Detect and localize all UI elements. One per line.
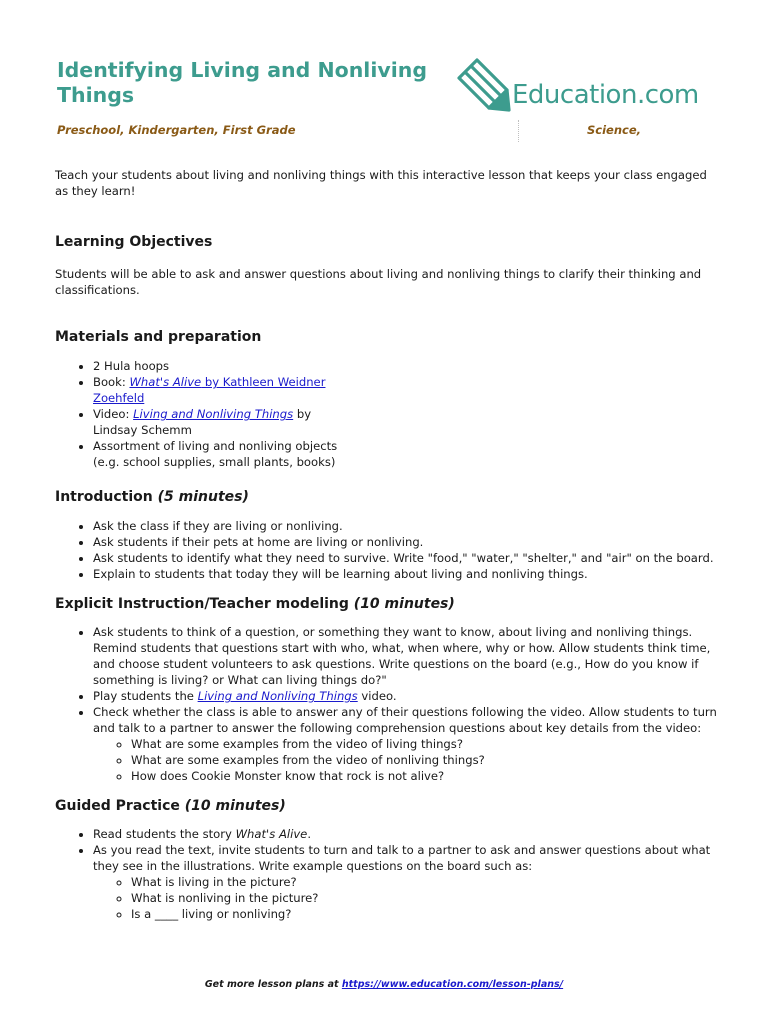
- list-item: • As you read the text, invite students to turn and talk to a partner to ask and answer questions about what they see in the illustrations. Write example questions on the board such as: ◦ What is living in the picture? ◦ What is nonliving in the picture? ◦ Is a ____ living or nonliving?: [93, 842, 720, 922]
- video-link[interactable]: Living and Nonliving Things: [197, 689, 358, 703]
- list-item: ◦ What is nonliving in the picture?: [131, 890, 720, 906]
- explicit-instruction-heading: Explicit Instruction/Teacher modeling (10 minutes): [55, 596, 455, 612]
- book-link[interactable]: What's Alive by Kathleen Weidner Zoehfeld: [93, 375, 326, 405]
- introduction-list: [55, 518, 720, 582]
- intro-paragraph: Teach your students about living and nonliving things with this interactive lesson that keeps your class engaged as they learn!: [55, 168, 707, 198]
- guided-practice-list: [55, 826, 720, 922]
- list-item: • Video: Living and Nonliving Things by Lindsay Schemm: [93, 406, 353, 438]
- page-title: Identifying Living and Nonliving Things: [57, 58, 428, 107]
- guided-practice-heading: Guided Practice (10 minutes): [55, 798, 286, 814]
- list-item: ◦ Is a ____ living or nonliving?: [131, 906, 720, 922]
- list-item: ◦ What are some examples from the video of nonliving things?: [131, 752, 720, 768]
- lesson-plans-link[interactable]: https://www.education.com/lesson-plans/: [341, 979, 564, 990]
- list-item: • Ask students to think of a question, or something they want to know, about living and nonliving things. Remind students that questions start with who, what, when where, why or how. Allow students think time, and choose student volunteers to ask questions. Write questions on the board (e.g., How do you know if something is living? or What can living things do?": [93, 624, 720, 688]
- list-item: • Explain to students that today they will be learning about living and nonliving things.: [93, 566, 720, 582]
- header-divider: [518, 120, 519, 142]
- list-item: • Read students the story What's Alive.: [93, 826, 720, 842]
- explicit-instruction-list: [55, 624, 720, 784]
- list-item: • Book: What's Alive by Kathleen Weidner Zoehfeld: [93, 374, 353, 406]
- logo-wordmark: Education.com: [512, 80, 699, 110]
- list-item: ◦ What are some examples from the video of living things?: [131, 736, 720, 752]
- objectives-text: Students will be able to ask and answer questions about living and nonliving things to clarify their thinking and classifications.: [55, 267, 702, 297]
- materials-list: [55, 358, 720, 470]
- list-item: • 2 Hula hoops: [93, 358, 720, 374]
- example-questions: [93, 874, 720, 922]
- education-com-logo[interactable]: [455, 56, 715, 116]
- list-item: ◦ What is living in the picture?: [131, 874, 720, 890]
- materials-heading: Materials and preparation: [55, 329, 262, 345]
- list-item: • Assortment of living and nonliving objects (e.g. school supplies, small plants, books): [93, 438, 353, 470]
- grade-levels: Preschool, Kindergarten, First Grade: [57, 123, 296, 137]
- video-link[interactable]: Living and Nonliving Things: [133, 407, 294, 421]
- footer: Get more lesson plans at https://www.education.com/lesson-plans/: [204, 979, 564, 990]
- list-item: • Check whether the class is able to answer any of their questions following the video. Allow students to turn and talk to a partner to answer the following comprehension questions about key details from the video: ◦ What are some examples from the video of living things? ◦ What are some examples from the video of nonliving things? ◦ How does Cookie Monster know that rock is not alive?: [93, 704, 720, 784]
- pencil-logo-icon: [455, 56, 511, 112]
- subject-label: Science,: [587, 123, 642, 137]
- list-item: • Ask students to identify what they need to survive. Write "food," "water," "shelter," and "air" on the board.: [93, 550, 720, 566]
- list-item: • Ask the class if they are living or nonliving.: [93, 518, 720, 534]
- list-item: ◦ How does Cookie Monster know that rock is not alive?: [131, 768, 720, 784]
- introduction-heading: Introduction (5 minutes): [55, 489, 249, 505]
- list-item: • Ask students if their pets at home are living or nonliving.: [93, 534, 720, 550]
- comprehension-questions: [93, 736, 720, 784]
- objectives-heading: Learning Objectives: [55, 234, 213, 250]
- lesson-content: [55, 167, 720, 922]
- list-item: • Play students the Living and Nonliving Things video.: [93, 688, 720, 704]
